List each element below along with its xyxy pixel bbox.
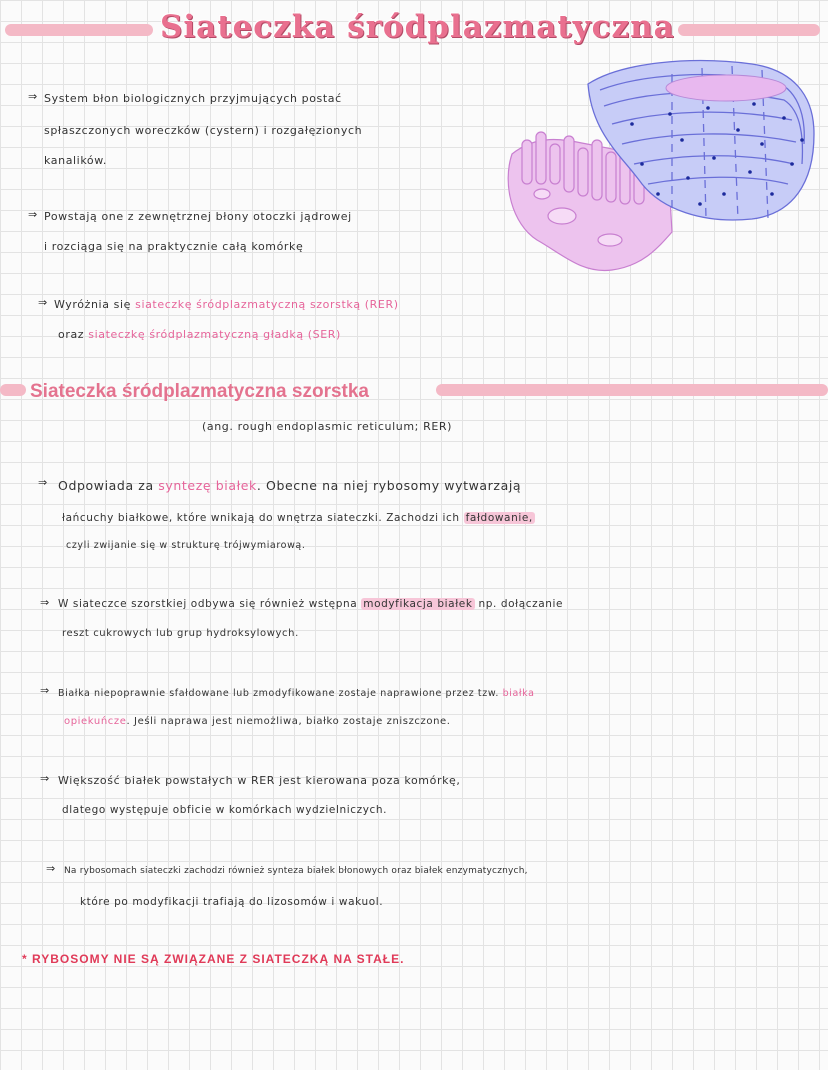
protein-modification-term: modyfikacja białek [363,598,473,610]
chaperone-term: opiekuńcze [64,716,127,727]
point-text: W siateczce szorstkiej odbywa się również wstępna [58,598,358,610]
arrow-icon: ⇒ [40,596,50,609]
arrow-icon: ⇒ [40,772,50,785]
point-text-line: które po modyfikacji trafiają do lizosomów i wakuol. [80,896,384,908]
endoplasmic-reticulum-illustration [492,44,822,278]
point-text-line [58,598,563,610]
point-text-line: Większość białek powstałych w RER jest kierowana poza komórkę, [58,774,461,787]
point-text-line [58,688,535,699]
intro-text-line: Powstają one z zewnętrznej błony otoczki jądrowej [44,210,352,223]
point-text-line [64,716,451,727]
ribosome-note: * RYBOSOMY NIE SĄ ZWIĄZANE Z SIATECZKĄ NA STAŁE. [22,952,405,966]
point-text: np. dołączanie [478,598,564,610]
point-text: Odpowiada za [58,478,154,493]
intro-text: Wyróżnia się [54,298,131,311]
title-bar-right [678,24,820,36]
point-text: łańcuchy białkowe, które wnikają do wnętrza siateczki. Zachodzi ich [62,512,460,524]
arrow-icon: ⇒ [28,90,38,103]
title-bar-left [5,24,153,36]
arrow-icon: ⇒ [46,862,56,875]
point-text-line: reszt cukrowych lub grup hydroksylowych. [62,628,299,639]
point-text-line: czyli zwijanie się w strukturę trójwymiarową. [66,540,306,551]
protein-synthesis-term: syntezę białek [158,478,257,493]
section-heading: Siateczka śródplazmatyczna szorstka [30,381,369,402]
intro-text-line [54,298,399,311]
point-text-line [58,478,521,493]
intro-text-line: System błon biologicznych przyjmujących postać [44,92,342,105]
rer-term: siateczkę śródplazmatyczną szorstką (RER) [135,298,399,311]
point-text-line [62,512,535,524]
arrow-icon: ⇒ [38,296,48,309]
chaperone-term: białka [502,688,535,699]
point-text-line: dlatego występuje obficie w komórkach wydzielniczych. [62,804,388,816]
ser-term: siateczkę śródplazmatyczną gładką (SER) [88,328,341,341]
intro-text-line: i rozciąga się na praktycznie całą komórkę [44,240,304,253]
arrow-icon: ⇒ [28,208,38,221]
intro-text-line: spłaszczonych woreczków (cystern) i rozgałęzionych [44,124,363,137]
folding-term: fałdowanie, [465,512,533,524]
point-text: Białka niepoprawnie sfałdowane lub zmodyfikowane zostaje naprawione przez tzw. [58,688,499,699]
arrow-icon: ⇒ [40,684,50,697]
intro-text-line [58,328,341,341]
er-top-lumen [666,75,786,101]
section-bar-right [436,384,828,396]
point-text: . Jeśli naprawa jest niemożliwa, białko zostaje zniszczone. [126,716,451,727]
point-text-line: Na rybosomach siateczki zachodzi również synteza białek błonowych oraz białek enzymatycznych, [64,866,528,876]
section-bar-left [0,384,26,396]
intro-text-line: kanalików. [44,154,107,167]
section-subtitle: (ang. rough endoplasmic reticulum; RER) [202,420,453,433]
page-title: Siateczka śródplazmatyczna [160,9,675,45]
arrow-icon: ⇒ [38,476,48,489]
point-text: . Obecne na niej rybosomy wytwarzają [256,478,522,493]
intro-text: oraz [58,328,85,341]
